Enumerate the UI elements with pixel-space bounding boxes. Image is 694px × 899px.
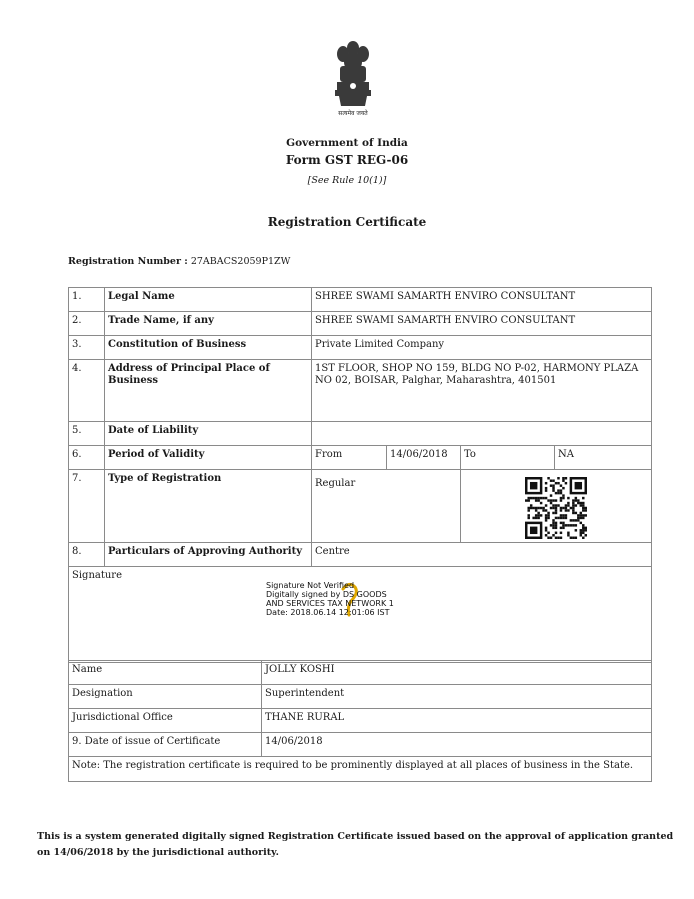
row-label: Address of Principal Place of Business bbox=[105, 360, 312, 422]
lion-capital-icon bbox=[331, 38, 375, 110]
table-row bbox=[69, 685, 652, 709]
table-row bbox=[69, 661, 652, 685]
digital-signature-block bbox=[266, 581, 394, 617]
signature-signer-line1: Digitally signed by DS GOODS bbox=[266, 590, 387, 599]
certificate-title: Registration Certificate bbox=[267, 215, 427, 229]
row-label: Legal Name bbox=[105, 288, 312, 312]
row-number: 8. bbox=[69, 543, 105, 567]
table-row bbox=[69, 709, 652, 733]
row-number: 2. bbox=[69, 312, 105, 336]
table-row bbox=[69, 422, 652, 446]
validity-to-value: NA bbox=[555, 446, 652, 470]
display-note: Note: The registration certificate is required to be prominently displayed at all places of business in the State. bbox=[69, 757, 652, 782]
rule-reference: [See Rule 10(1)] bbox=[307, 175, 387, 186]
officer-label: Name bbox=[69, 661, 262, 685]
signature-row bbox=[69, 567, 652, 663]
validity-from-value: 14/06/2018 bbox=[387, 446, 461, 470]
officer-table bbox=[68, 660, 652, 782]
officer-label: Designation bbox=[69, 685, 262, 709]
form-heading: Form GST REG-06 bbox=[285, 153, 409, 167]
officer-value: JOLLY KOSHI bbox=[262, 661, 652, 685]
officer-value: Superintendent bbox=[262, 685, 652, 709]
table-row bbox=[69, 543, 652, 567]
registration-type: Regular bbox=[315, 478, 356, 489]
row-label: Constitution of Business bbox=[105, 336, 312, 360]
row-number: 6. bbox=[69, 446, 105, 470]
registration-number-label: Registration Number : bbox=[68, 256, 188, 267]
row-label: Type of Registration bbox=[105, 470, 312, 543]
row-value: 1ST FLOOR, SHOP NO 159, BLDG NO P-02, HARMONY PLAZA NO 02, BOISAR, Palghar, Maharashtra, 401501 bbox=[312, 360, 652, 422]
table-row bbox=[69, 470, 652, 543]
officer-label: Jurisdictional Office bbox=[69, 709, 262, 733]
row-value: Centre bbox=[312, 543, 652, 567]
registration-number-value: 27ABACS2059P1ZW bbox=[190, 256, 291, 267]
emblem-motto: सत्यमेव जयते bbox=[338, 110, 368, 117]
row-value: SHREE SWAMI SAMARTH ENVIRO CONSULTANT bbox=[312, 288, 652, 312]
row-value bbox=[312, 422, 652, 446]
table-row bbox=[69, 312, 652, 336]
officer-value: 14/06/2018 bbox=[262, 733, 652, 757]
registration-number-line bbox=[68, 256, 290, 267]
signature-cell bbox=[69, 567, 652, 663]
government-heading: Government of India bbox=[286, 137, 408, 149]
signature-label: Signature bbox=[72, 570, 123, 581]
row-label: Date of Liability bbox=[105, 422, 312, 446]
row-number: 1. bbox=[69, 288, 105, 312]
table-row bbox=[69, 360, 652, 422]
row-number: 7. bbox=[69, 470, 105, 543]
row-label: Period of Validity bbox=[105, 446, 312, 470]
row-number: 5. bbox=[69, 422, 105, 446]
certificate-table bbox=[68, 287, 652, 663]
signature-status: Signature Not Verified bbox=[266, 581, 355, 590]
emblem-of-india bbox=[331, 38, 375, 124]
signature-date: Date: 2018.06.14 12:01:06 IST bbox=[266, 608, 390, 617]
officer-label: 9. Date of issue of Certificate bbox=[69, 733, 262, 757]
signature-signer-line2: AND SERVICES TAX NETWORK 1 bbox=[266, 599, 394, 608]
validity-from-label: From bbox=[312, 446, 387, 470]
system-generated-footer: This is a system generated digitally signed Registration Certificate issued based on the approval of application granted on 14/06/2018 by the jurisdictional authority. bbox=[37, 831, 674, 858]
row-label: Trade Name, if any bbox=[105, 312, 312, 336]
table-row bbox=[69, 446, 652, 470]
row-value bbox=[312, 470, 461, 543]
row-value: SHREE SWAMI SAMARTH ENVIRO CONSULTANT bbox=[312, 312, 652, 336]
table-row bbox=[69, 288, 652, 312]
qr-code-icon bbox=[525, 477, 587, 539]
row-number: 3. bbox=[69, 336, 105, 360]
officer-value: THANE RURAL bbox=[262, 709, 652, 733]
row-label: Particulars of Approving Authority bbox=[105, 543, 312, 567]
table-row bbox=[69, 757, 652, 782]
qr-cell bbox=[461, 470, 652, 543]
validity-to-label: To bbox=[461, 446, 555, 470]
table-row bbox=[69, 336, 652, 360]
table-row bbox=[69, 733, 652, 757]
row-value: Private Limited Company bbox=[312, 336, 652, 360]
row-number: 4. bbox=[69, 360, 105, 422]
